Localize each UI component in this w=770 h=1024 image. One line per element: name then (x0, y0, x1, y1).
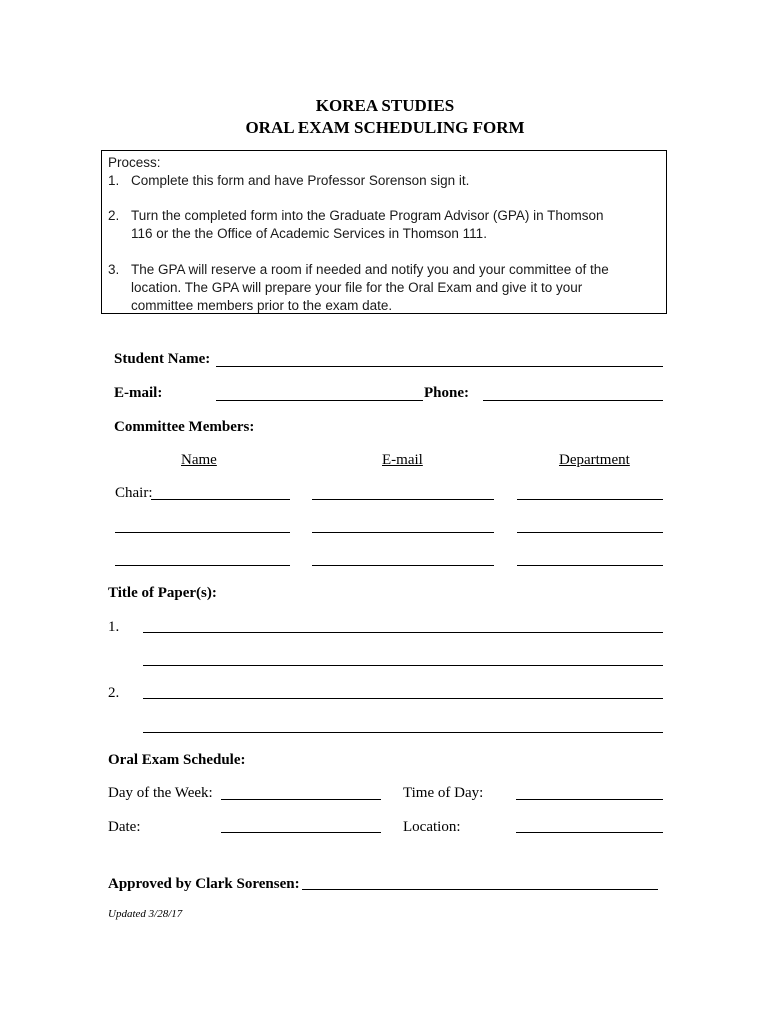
time-of-day-field[interactable] (516, 799, 663, 800)
location-label: Location: (403, 819, 461, 835)
student-name-field[interactable] (216, 366, 663, 367)
committee-col-name: Name (181, 452, 217, 468)
date-label: Date: (108, 819, 141, 835)
committee-heading: Committee Members: (114, 419, 255, 435)
papers-heading: Title of Paper(s): (108, 585, 217, 601)
chair-department-field[interactable] (517, 499, 663, 500)
process-heading: Process: (108, 155, 161, 170)
member1-department-field[interactable] (517, 532, 663, 533)
chair-label: Chair: (115, 485, 153, 501)
process-step-3-text-line3: committee members prior to the exam date. (131, 298, 393, 313)
paper-1-num: 1. (108, 619, 120, 635)
process-step-3-num: 3. (108, 262, 120, 277)
chair-name-field[interactable] (151, 499, 290, 500)
committee-col-department: Department (559, 452, 630, 468)
chair-email-field[interactable] (312, 499, 494, 500)
committee-col-email: E-mail (382, 452, 423, 468)
form-title-line2: ORAL EXAM SCHEDULING FORM (245, 118, 525, 137)
process-step-1-num: 1. (108, 173, 120, 188)
updated-note: Updated 3/28/17 (108, 908, 183, 920)
process-step-1-text: Complete this form and have Professor Sorenson sign it. (131, 173, 470, 188)
process-step-3-text-line1: The GPA will reserve a room if needed and notify you and your committee of the (131, 262, 609, 277)
form-title-line1: KOREA STUDIES (315, 96, 455, 115)
paper-1-field-line2[interactable] (143, 665, 663, 666)
member2-department-field[interactable] (517, 565, 663, 566)
email-field[interactable] (216, 400, 423, 401)
member2-email-field[interactable] (312, 565, 494, 566)
paper-1-field-line1[interactable] (143, 632, 663, 633)
time-of-day-label: Time of Day: (403, 785, 484, 801)
paper-2-field-line1[interactable] (143, 698, 663, 699)
member1-email-field[interactable] (312, 532, 494, 533)
phone-field[interactable] (483, 400, 663, 401)
location-field[interactable] (516, 832, 663, 833)
process-step-2-text-line2: 116 or the the Office of Academic Services in Thomson 111. (131, 226, 487, 241)
process-step-2-text-line1: Turn the completed form into the Graduate Program Advisor (GPA) in Thomson (131, 208, 604, 223)
member2-name-field[interactable] (115, 565, 290, 566)
approval-label: Approved by Clark Sorensen: (108, 876, 300, 892)
paper-2-field-line2[interactable] (143, 732, 663, 733)
day-of-week-label: Day of the Week: (108, 785, 213, 801)
schedule-heading: Oral Exam Schedule: (108, 752, 246, 768)
member1-name-field[interactable] (115, 532, 290, 533)
phone-label: Phone: (424, 385, 469, 401)
date-field[interactable] (221, 832, 381, 833)
student-name-label: Student Name: (114, 351, 211, 367)
process-step-3-text-line2: location. The GPA will prepare your file for the Oral Exam and give it to your (131, 280, 583, 295)
day-of-week-field[interactable] (221, 799, 381, 800)
paper-2-num: 2. (108, 685, 120, 701)
email-label: E-mail: (114, 385, 163, 401)
process-step-2-num: 2. (108, 208, 120, 223)
approval-signature-field[interactable] (302, 889, 658, 890)
